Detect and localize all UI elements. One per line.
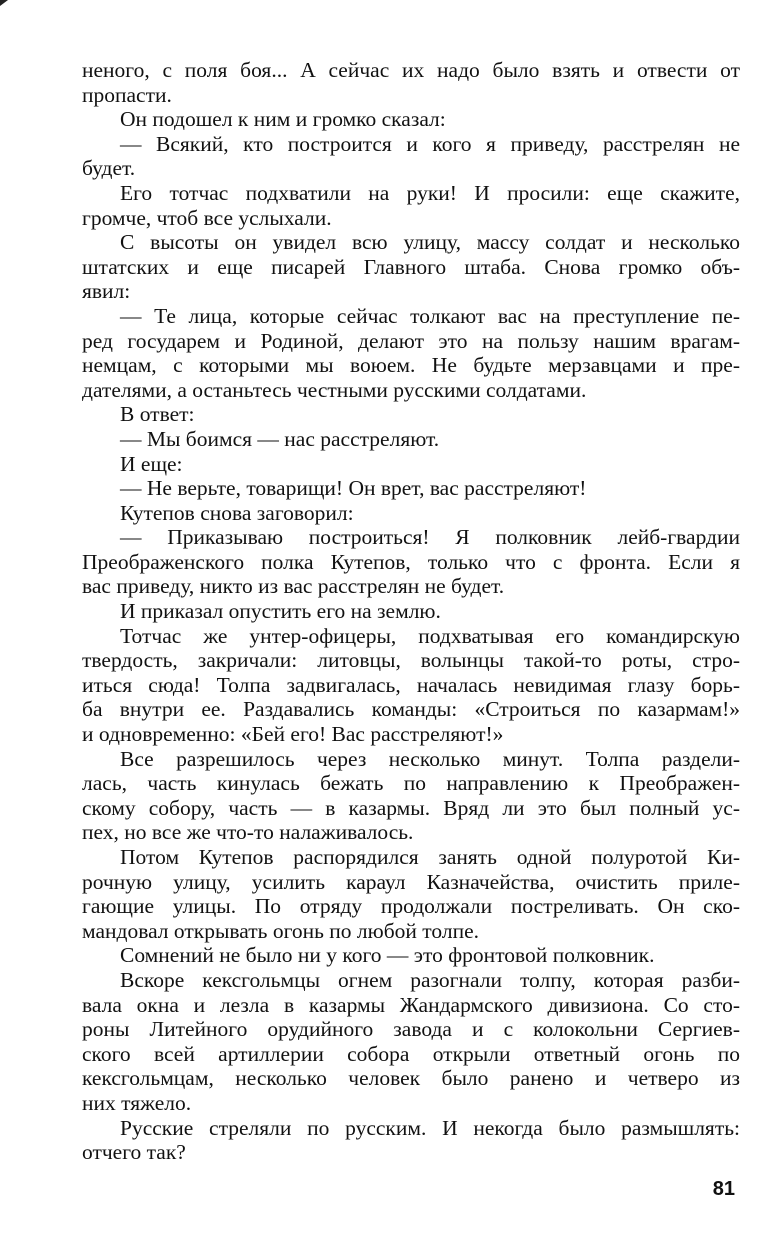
text-line: ба внутри ее. Раздавались команды: «Строиться по казармам!» xyxy=(82,697,740,722)
text-line: дателями, а останьтесь честными русскими солдатами. xyxy=(82,377,587,402)
text-line: Русские стреляли по русским. И некогда было размышлять: xyxy=(120,1115,740,1140)
paragraph xyxy=(82,1116,740,1165)
text-line: И еще: xyxy=(120,451,183,476)
text-line: гающие улицы. По отряду продолжали постреливать. Он ско- xyxy=(82,894,740,919)
text-line: лась, часть кинулась бежать по направлению к Преображен- xyxy=(82,771,740,796)
text-line: отчего так? xyxy=(82,1140,186,1165)
paragraph xyxy=(82,427,740,452)
paragraph xyxy=(82,943,740,968)
text-line: пех, но все же что-то налаживалось. xyxy=(82,820,414,845)
text-line: ского всей артиллерии собора открыли ответный огонь по xyxy=(82,1041,740,1066)
text-line: кексгольмцам, несколько человек было ранено и четверо из xyxy=(82,1066,740,1091)
text-line: Потом Кутепов распорядился занять одной полуротой Ки- xyxy=(120,845,740,869)
text-line: Преображенского полка Кутепов, только что с фронта. Если я xyxy=(82,549,740,574)
text-line: И приказал опустить его на землю. xyxy=(120,599,441,624)
text-line: Все разрешилось через несколько минут. Толпа раздели- xyxy=(120,746,740,771)
paragraph xyxy=(82,452,740,477)
text-line: штатских и еще писарей Главного штаба. Снова громко объ- xyxy=(82,254,740,279)
text-line: вас приведу, никто из вас расстрелян не будет. xyxy=(82,574,505,599)
page-body-text xyxy=(82,58,740,1165)
text-line: неного, с поля боя... А сейчас их надо было взять и отвести от xyxy=(82,58,740,82)
text-line: твердость, закричали: литовцы, волынцы такой-то роты, стро- xyxy=(82,648,740,673)
text-line: них тяжело. xyxy=(82,1090,192,1115)
page-number: 81 xyxy=(712,1178,735,1200)
paragraph xyxy=(82,304,740,402)
text-line: — Те лица, которые сейчас толкают вас на преступление пе- xyxy=(120,303,740,328)
paragraph xyxy=(82,525,740,599)
text-line: мандовал открывать огонь по любой толпе. xyxy=(82,918,480,943)
text-line: В ответ: xyxy=(120,402,195,427)
text-line: будет. xyxy=(82,156,136,181)
text-line: громче, чтоб все услыхали. xyxy=(82,205,332,230)
text-line: ред государем и Родиной, делают это на пользу нашим врагам- xyxy=(82,328,740,353)
paragraph xyxy=(82,230,740,304)
paragraph xyxy=(82,132,740,181)
paragraph xyxy=(82,181,740,230)
text-line: Кутепов снова заговорил: xyxy=(120,500,354,525)
paragraph xyxy=(82,624,740,747)
paragraph xyxy=(82,58,740,107)
text-line: С высоты он увидел всю улицу, массу солдат и несколько xyxy=(120,230,740,255)
text-line: — Не верьте, товарищи! Он врет, вас расстреляют! xyxy=(120,476,587,501)
text-line: и одновременно: «Бей его! Вас расстреляют!» xyxy=(82,722,504,747)
text-line: пропасти. xyxy=(82,82,172,107)
text-line: роны Литейного орудийного завода и с колокольни Сергиев- xyxy=(82,1017,740,1042)
scan-corner-mark xyxy=(0,0,8,6)
paragraph xyxy=(82,845,740,943)
paragraph xyxy=(82,402,740,427)
text-line: Тотчас же унтер-офицеры, подхватывая его командирскую xyxy=(120,623,740,648)
text-line: Сомнений не было ни у кого — это фронтовой полковник. xyxy=(120,943,655,968)
paragraph xyxy=(82,107,740,132)
paragraph xyxy=(82,968,740,1116)
text-line: явил: xyxy=(82,279,131,304)
paragraph xyxy=(82,747,740,845)
text-line: — Приказываю построиться! Я полковник лейб-гвардии xyxy=(120,525,740,550)
paragraph xyxy=(82,501,740,526)
paragraph xyxy=(82,476,740,501)
text-line: иться сюда! Толпа задвигалась, началась невидимая глазу борь- xyxy=(82,672,740,697)
text-line: Его тотчас подхватили на руки! И просили: еще скажите, xyxy=(120,180,740,205)
text-line: Он подошел к ним и громко сказал: xyxy=(120,107,446,132)
text-line: скому собору, часть — в казармы. Вряд ли это был полный ус- xyxy=(82,795,740,820)
text-line: немцам, с которыми мы воюем. Не будьте мерзавцами и пре- xyxy=(82,353,740,378)
text-line: вала окна и лезла в казармы Жандармского дивизиона. Со сто- xyxy=(82,992,740,1017)
paragraph xyxy=(82,599,740,624)
text-line: — Всякий, кто построится и кого я приведу, расстрелян не xyxy=(120,131,740,156)
text-line: — Мы боимся — нас расстреляют. xyxy=(120,426,440,451)
text-line: Вскоре кексгольмцы огнем разогнали толпу, которая разби- xyxy=(120,967,740,992)
text-line: рочную улицу, усилить караул Казначейства, очистить приле- xyxy=(82,869,740,894)
